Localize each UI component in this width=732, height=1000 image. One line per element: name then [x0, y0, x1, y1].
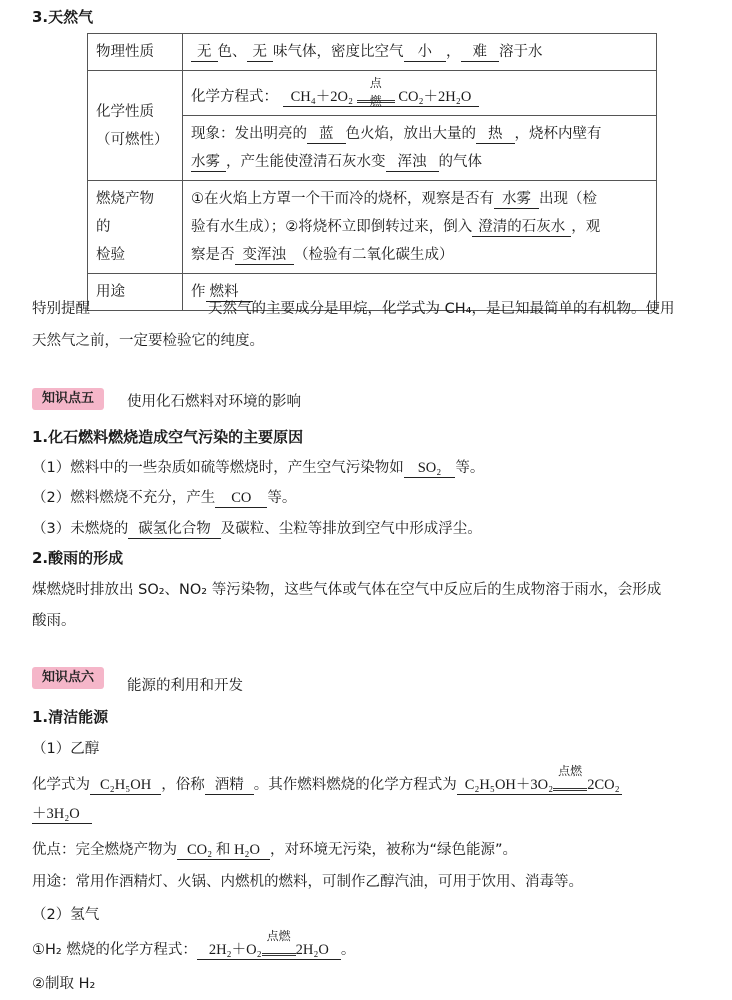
ethanol-equation-continued: [32, 805, 92, 824]
blank-hydrocarbons: 碳氢化合物: [128, 520, 221, 539]
text-fragment: （3）未燃烧的: [32, 521, 129, 537]
section-title-natural-gas: 3.天然气: [32, 8, 94, 26]
knowledge-point-badge: 知识点五: [32, 388, 104, 410]
table-row: [88, 34, 657, 71]
text-fragment: ，烧杯内壁有: [514, 126, 602, 142]
blank-water-mist: 水雾: [191, 153, 226, 172]
special-note-line2: 天然气之前，一定要检验它的纯度。: [32, 333, 264, 349]
equation-prefix: 化学方程式：: [191, 89, 278, 105]
text-fragment: ①在火焰上方罩一个干而冷的烧杯，观察是否有: [191, 191, 494, 207]
reaction-condition: 点燃: [369, 76, 382, 108]
hydrogen-equation-line: [32, 929, 356, 960]
blank-turbid: 浑浊: [386, 153, 439, 172]
label-product-test: [88, 181, 183, 274]
sub-heading: （1）乙醇: [32, 741, 100, 757]
blank-so2: SO₂: [404, 459, 456, 478]
list-item: [32, 517, 482, 539]
ethanol-equation-blank: [457, 764, 622, 795]
ethanol-advantage-line: [32, 838, 517, 860]
blank-flame-color: 蓝: [307, 125, 346, 144]
knowledge-point-title: 能源的利用和开发: [127, 678, 243, 694]
chemical-equation: [183, 71, 657, 116]
equation-left: 2H₂＋O₂: [208, 942, 262, 958]
text-fragment: 察是否: [191, 247, 235, 263]
text-fragment: 。: [340, 942, 356, 958]
blank-turbid: 变浑浊: [235, 246, 295, 265]
physical-properties-text: [183, 34, 657, 71]
text-fragment: 作: [191, 284, 206, 300]
table-row: [88, 71, 657, 116]
reaction-arrow: [553, 764, 587, 794]
label-uses: 用途: [88, 274, 183, 311]
blank-odor: 无: [247, 43, 274, 62]
text-fragment: 溶于水: [499, 44, 543, 60]
label-line: 的: [96, 219, 111, 235]
phenomenon-text: [183, 116, 657, 181]
text-fragment: 等。: [267, 490, 297, 506]
special-note-label: 特别提醒: [32, 301, 90, 317]
ethanol-uses-line: 用途：常用作酒精灯、火锅、内燃机的燃料，可制作乙醇汽油，可用于饮用、消毒等。: [32, 874, 583, 890]
list-item: [32, 456, 484, 478]
equation-right: 2CO₂: [587, 777, 620, 793]
label-physical-properties: 物理性质: [88, 34, 183, 71]
equation-right: CO₂＋2H₂O: [398, 89, 472, 105]
equation-continuation: ＋3H₂O: [32, 805, 92, 824]
label-line: 化学性质: [96, 103, 154, 120]
blank-limewater: 澄清的石灰水: [472, 218, 571, 237]
subsection-heading: 2.酸雨的形成: [32, 549, 124, 567]
text-fragment: 的气体: [438, 154, 482, 170]
text-fragment: 现象：发出明亮的: [191, 126, 307, 142]
text-fragment: 化学式为: [32, 777, 90, 793]
reaction-condition: 点燃: [266, 929, 291, 943]
blank-color: 无: [191, 43, 218, 62]
reaction-arrow: [262, 929, 296, 959]
hydrogen-production-heading: ②制取 H₂: [32, 976, 96, 992]
label-line: 燃烧产物: [96, 191, 154, 207]
text-fragment: 等。: [455, 460, 485, 476]
list-item: [32, 486, 296, 508]
text-fragment: 。其作燃料燃烧的化学方程式为: [253, 777, 457, 793]
blank-products: CO₂ 和 H₂O: [177, 841, 270, 860]
text-fragment: （检验有二氧化碳生成）: [294, 247, 454, 263]
knowledge-point-title: 使用化石燃料对环境的影响: [127, 394, 301, 410]
reaction-condition: 点燃: [558, 764, 583, 778]
blank-heat: 热: [476, 125, 515, 144]
blank-ethanol-formula: C₂H₅OH: [90, 776, 161, 795]
blank-water-mist: 水雾: [494, 190, 539, 209]
text-fragment: ，: [446, 44, 461, 60]
knowledge-point-badge: 知识点六: [32, 667, 104, 689]
label-chemical-properties: [88, 71, 183, 181]
equation-left: C₂H₅OH＋3O₂: [464, 777, 554, 793]
text-fragment: （1）燃料中的一些杂质如硫等燃烧时，产生空气污染物如: [32, 460, 404, 476]
text-fragment: 味气体，密度比空气: [273, 44, 404, 60]
sub-heading: （2）氢气: [32, 907, 100, 923]
blank-co: CO: [215, 489, 267, 508]
text-fragment: ①H₂ 燃烧的化学方程式：: [32, 942, 197, 958]
special-note-line1: 天然气的主要成分是甲烷，化学式为 CH₄，是已知最简单的有机物。使用: [208, 301, 675, 317]
text-fragment: 及碳粒、尘粒等排放到空气中形成浮尘。: [220, 521, 482, 537]
product-test-text: [183, 181, 657, 274]
text-fragment: ，观: [571, 219, 601, 235]
text-fragment: ，对环境无污染，被称为“绿色能源”。: [269, 842, 517, 858]
ethanol-formula-line: [32, 764, 622, 795]
reaction-arrow: [357, 76, 395, 108]
paragraph-line: 煤燃烧时排放出 SO₂、NO₂ 等污染物，这些气体或气体在空气中反应后的生成物溶于雨水，会形成: [32, 582, 662, 598]
text-fragment: 色火焰，放出大量的: [345, 126, 476, 142]
label-line: （可燃性）: [96, 131, 169, 148]
equation-left: CH₄＋2O₂: [290, 89, 354, 105]
blank-common-name: 酒精: [205, 776, 254, 795]
text-fragment: 出现（检: [539, 191, 597, 207]
blank-density: 小: [404, 43, 447, 62]
hydrogen-equation-blank: [197, 929, 341, 960]
text-fragment: ，俗称: [161, 777, 205, 793]
natural-gas-property-table: [87, 33, 657, 311]
text-fragment: 色、: [217, 44, 247, 60]
blank-solubility: 难: [461, 43, 500, 62]
table-row: [88, 181, 657, 274]
equation-right: 2H₂O: [295, 942, 329, 958]
subsection-heading: 1.化石燃料燃烧造成空气污染的主要原因: [32, 428, 304, 446]
blank-fuel: 燃料: [206, 283, 253, 302]
text-fragment: （2）燃料燃烧不充分，产生: [32, 490, 216, 506]
text-fragment: 验有水生成）；②将烧杯立即倒转过来，倒入: [191, 219, 473, 235]
paragraph-line: 酸雨。: [32, 613, 76, 629]
subsection-heading: 1.清洁能源: [32, 708, 109, 726]
text-fragment: 优点：完全燃烧产物为: [32, 842, 177, 858]
equation-blank: [283, 76, 480, 108]
label-line: 检验: [96, 247, 125, 263]
text-fragment: ，产生能使澄清石灰水变: [226, 154, 386, 170]
